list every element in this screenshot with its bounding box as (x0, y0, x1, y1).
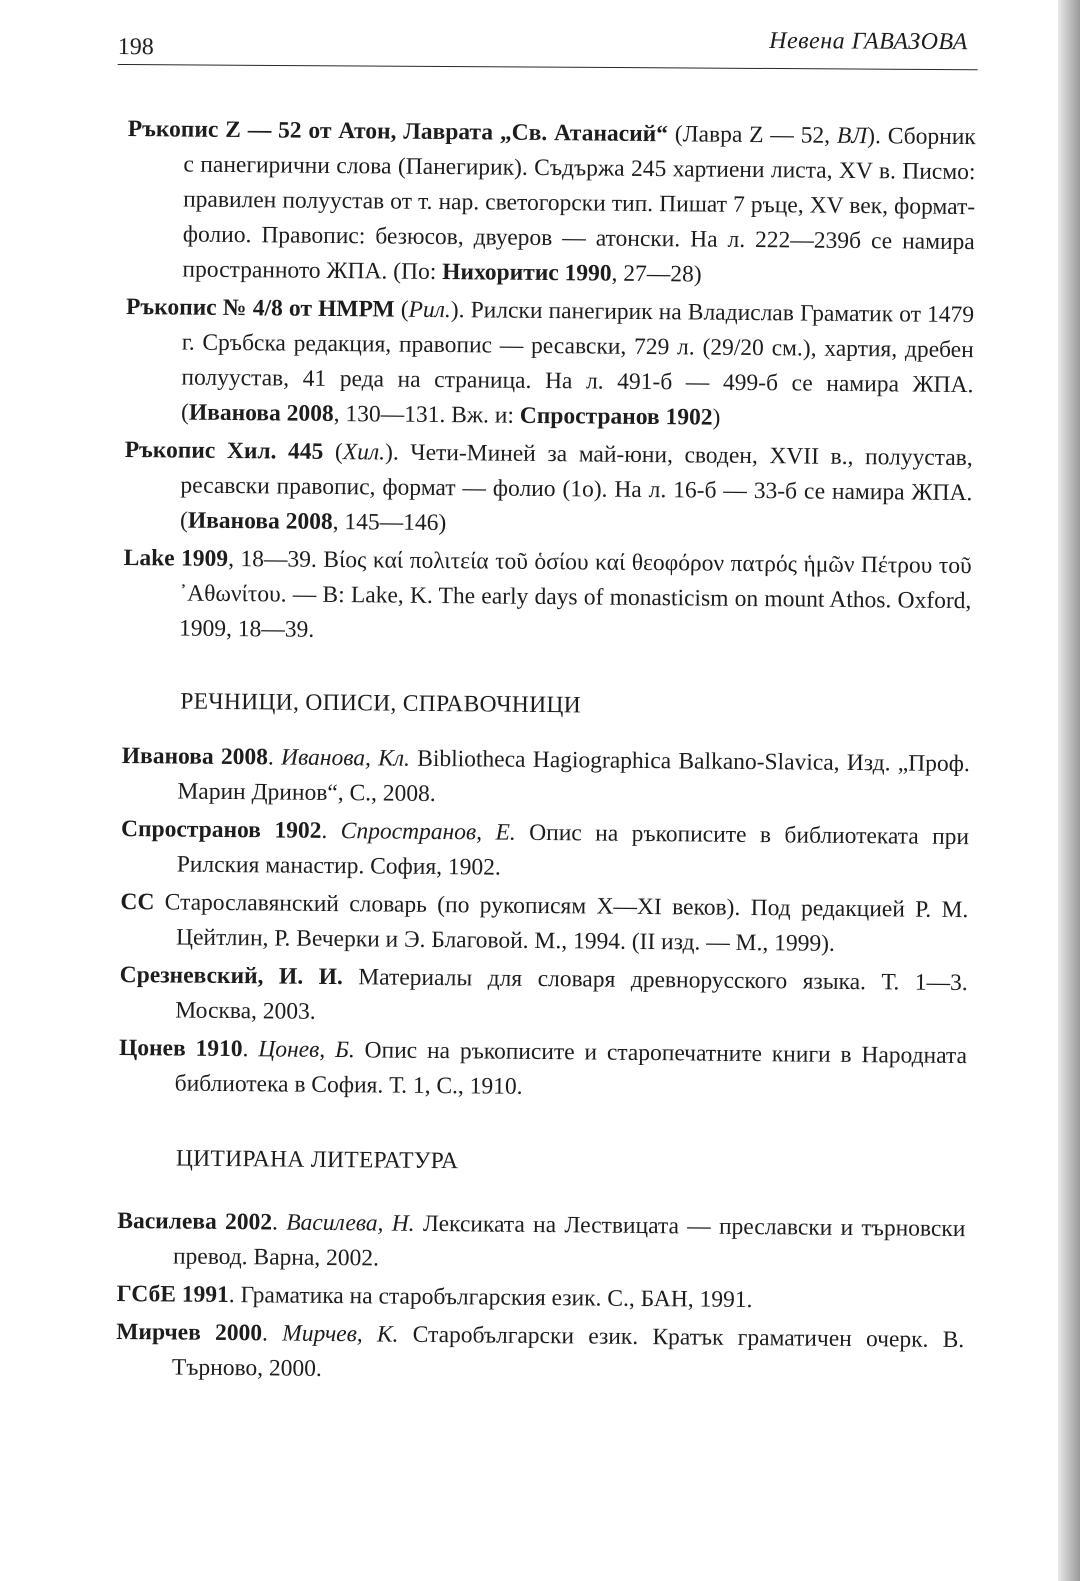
section-heading-dictionaries: РЕЧНИЦИ, ОПИСИ, СПРАВОЧНИЦИ (180, 688, 582, 719)
running-header (118, 18, 978, 71)
section-heading-literature: ЦИТИРАНА ЛИТЕРАТУРА (175, 1145, 459, 1175)
bib-entry-sprostranov: Спространов 1902. Спространов, Е. Опис на ръкописите в библиотеката при Рилския манастир. София, 1902. (120, 815, 970, 881)
bib-entry-nmrm: Ръкопис № 4/8 от НМРМ (Рил.). Рилски панегирик на Владислав Граматик от 1479 г. Сръбска редакция, правопис — ресавски, 729 л. (29/20 см.), хартия, дребен полуустав, 41 реда на страница. На л. 491-б — 499-б се намира ЖПА. (Иванова 2008, 130—131. Вж. и: Спространов 1902) (126, 293, 975, 431)
page-number: 198 (117, 33, 154, 61)
bibliography-content (116, 112, 976, 1396)
bib-entry-gsbe: ГСбЕ 1991. Граматика на старобългарския език. С., БАН, 1991. (116, 1280, 753, 1314)
bib-entry-sreznevsky: Срезневский, И. И. Материалы для словаря древнорусского языка. Т. 1—3. Москва, 2003. (119, 961, 968, 1025)
running-head-author: Невена ГАВАЗОВА (769, 27, 968, 56)
header-rule (118, 64, 978, 70)
bib-entry-hil: Ръкопис Хил. 445 (Хил.). Чети-Миней за май-юни, своден, XVII в., полуустав, ресавски правопис, формат — фолио (1о). На л. 16-б — 33-б се намира ЖПА. (Иванова 2008, 145—146) (124, 436, 973, 537)
bib-entry-mirchev: Мирчев 2000. Мирчев, К. Старобългарски език. Кратък граматичен очерк. В. Търново, 2000. (116, 1318, 965, 1382)
bib-entry-ss: СС Старославянский словарь (по рукописям X—XI веков). Под редакцией Р. М. Цейтлин, Р. Вечерки и Э. Благовой. М., 1994. (II изд. — М., 1999). (120, 888, 969, 957)
bib-entry-vasileva: Василева 2002. Василева, Н. Лексиката на Лествицата — преславски и търновски превод. Варна, 2002. (117, 1207, 966, 1272)
bib-entry-tsonev: Цонев 1910. Цонев, Б. Опис на ръкописите и старопечатните книги в Народната библиотека в София. Т. 1, С., 1910. (118, 1034, 968, 1100)
bib-entry-lake: Lake 1909, 18—39. Βίος καί πολιτεία τοῦ ὁσίου καί θεοφόρον πατρός ἡμῶν Πέτρου τοῦ ᾿Αθωνίτου. — В: Lake, K. The early days of monasticism on mount Athos. Oxford, 1909, 18—39. (123, 544, 972, 643)
page-edge-shadow (1058, 0, 1080, 1581)
bib-entry-lavra: Ръкопис Z — 52 от Атон, Лаврата „Св. Атанасий“ (Лавра Z — 52, ВЛ). Сборник с панегирични слова (Панегирик). Съдържа 245 хартиени листа, XV в. Писмо: правилен полуустав от т. нар. светогорски тип. Пишат 7 ръце, XV век, формат-фолио. Правопис: безюсов, двуеров — атонски. На л. 222—239б се намира пространното ЖПА. (По: Нихоритис 1990, 27—28) (127, 115, 976, 288)
bib-entry-ivanova: Иванова 2008. Иванова, Кл. Bibliotheca Hagiographica Balkano-Slavica, Изд. „Проф. Марин Дринов“, С., 2008. (121, 742, 970, 807)
